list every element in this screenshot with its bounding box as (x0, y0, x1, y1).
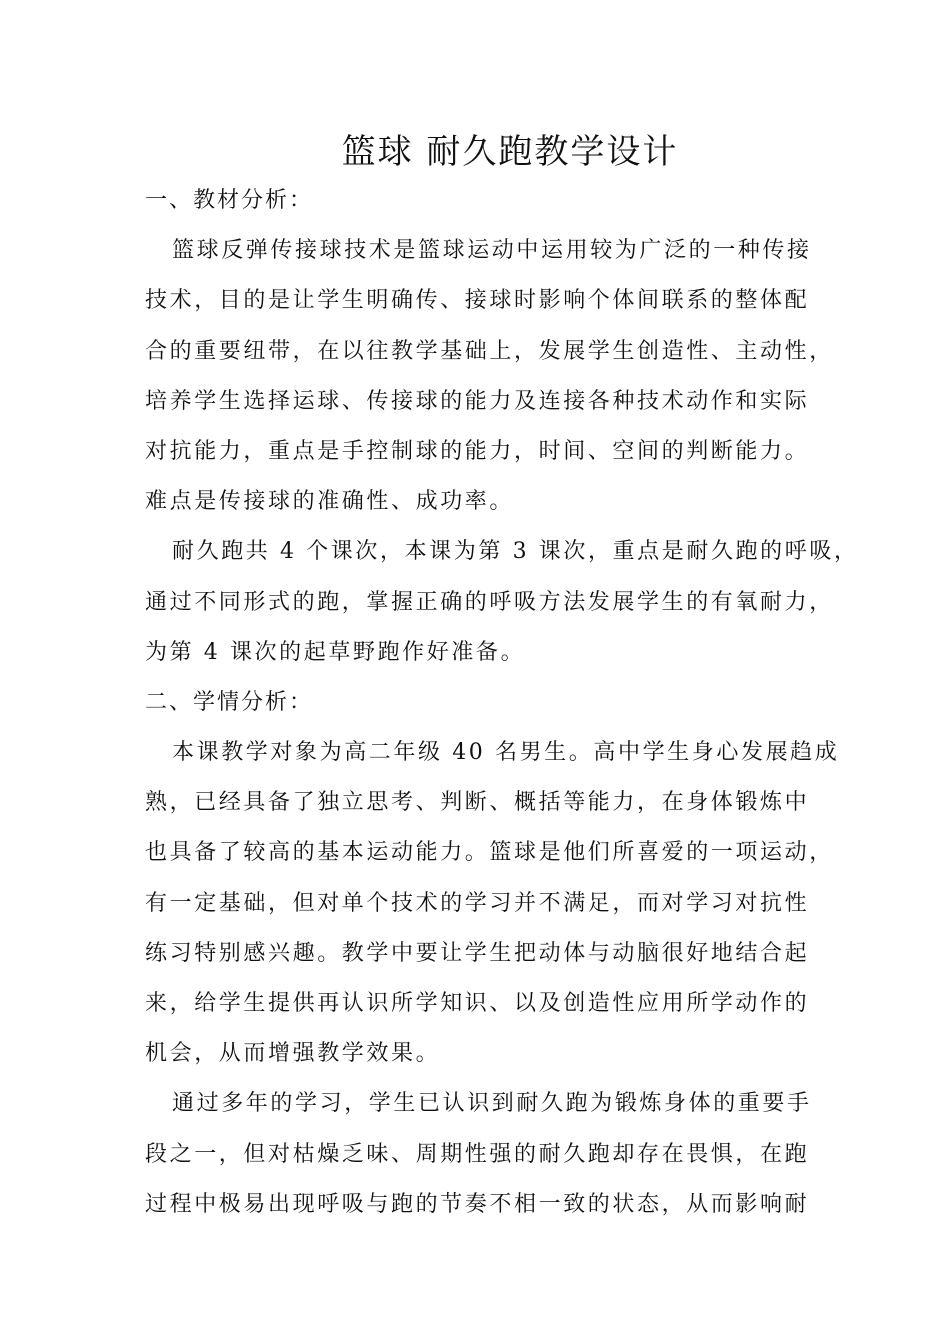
paragraph (145, 735, 840, 1086)
paragraph-line: 熟，已经具备了独立思考、判断、概括等能力，在身体锻炼中 (145, 790, 810, 816)
paragraph-line: 合的重要纽带，在以往教学基础上，发展学生创造性、主动性， (145, 338, 834, 364)
paragraph-line: 对抗能力，重点是手控制球的能力，时间、空间的判断能力。 (145, 438, 810, 464)
paragraph-line: 也具备了较高的基本运动能力。篮球是他们所喜爱的一项运动， (145, 840, 834, 866)
paragraph-line: 过程中极易出现呼吸与跑的节奏不相一致的状态，从而影响耐 (145, 1191, 810, 1217)
paragraph (145, 534, 859, 685)
paragraph-line: 段之一，但对枯燥乏味、周期性强的耐久跑却存在畏惧，在跑 (145, 1141, 810, 1167)
paragraph-line: 本课教学对象为高二年级 40 名男生。高中学生身心发展趋成 (172, 740, 840, 766)
section-heading: 二、学情分析： (145, 689, 314, 715)
paragraph-line: 难点是传接球的准确性、成功率。 (145, 489, 515, 515)
paragraph-line: 培养学生选择运球、传接球的能力及连接各种技术动作和实际 (145, 388, 810, 414)
document-body (145, 183, 859, 1237)
paragraph (145, 233, 834, 534)
paragraph-line: 来，给学生提供再认识所学知识、以及创造性应用所学动作的 (145, 991, 810, 1016)
section-heading: 一、教材分析： (145, 188, 314, 213)
paragraph-line: 篮球反弹传接球技术是篮球运动中运用较为广泛的一种传接 (172, 238, 812, 264)
paragraph-line: 通过多年的学习，学生已认识到耐久跑为锻炼身体的重要手 (172, 1091, 812, 1117)
paragraph-line: 练习特别感兴趣。教学中要让学生把动体与动脑很好地结合起 (145, 940, 810, 966)
paragraph-line: 耐久跑共 4 个课次，本课为第 3 课次，重点是耐久跑的呼吸， (172, 539, 859, 565)
paragraph-line: 通过不同形式的跑，掌握正确的呼吸方法发展学生的有氧耐力， (145, 589, 834, 615)
paragraph-line: 有一定基础，但对单个技术的学习并不满足，而对学习对抗性 (145, 890, 810, 916)
paragraph (145, 1086, 813, 1237)
paragraph-line: 机会，从而增强教学效果。 (145, 1041, 441, 1067)
paragraph-line: 技术，目的是让学生明确传、接球时影响个体间联系的整体配 (145, 288, 810, 314)
paragraph-line: 为第 4 课次的起草野跑作好准备。 (145, 639, 526, 665)
document-title: 篮球 耐久跑教学设计 (341, 132, 679, 172)
